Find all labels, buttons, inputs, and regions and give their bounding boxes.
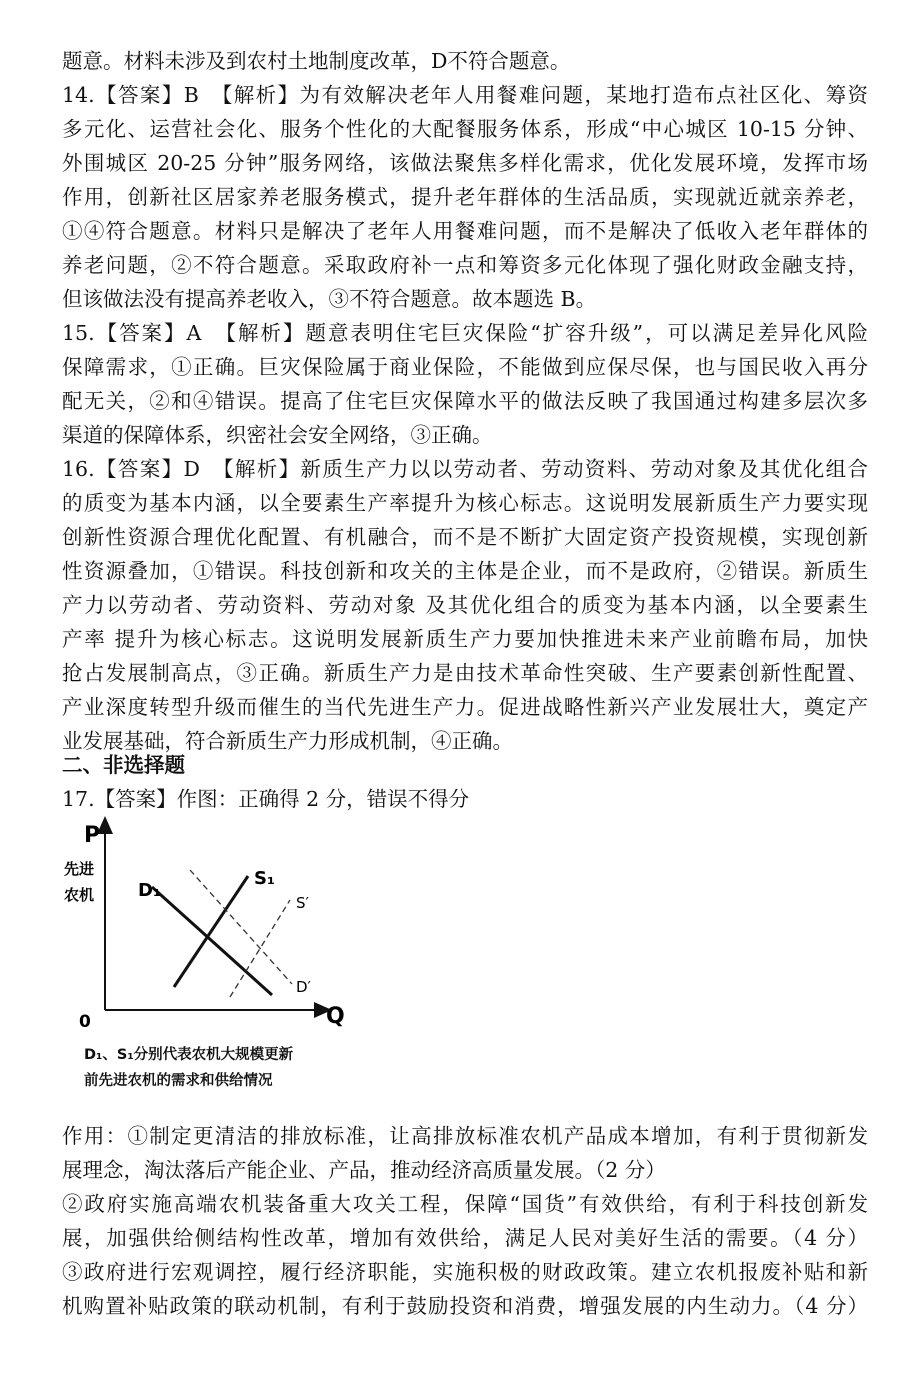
q14-answer-line: 14.【答案】B 【解析】为有效解决老年人用餐难问题，某地打造布点社区化、筹资: [62, 83, 868, 107]
text-line: 多元化、运营社会化、服务个性化的大配餐服务体系，形成“中心城区 10-15 分钟、: [62, 117, 868, 141]
answer-line: 展，加强供给侧结构性改革，增加有效供给，满足人民对美好生活的需要。（4 分）: [62, 1226, 868, 1250]
figure-caption-line2: 前先进农机的需求和供给情况: [84, 1073, 273, 1089]
text-line: 产率 提升为核心标志。这说明发展新质生产力要加快推进未来产业前瞻布局，加快: [62, 627, 868, 651]
q15-answer-line: 15.【答案】A 【解析】题意表明住宅巨灾保险“扩容升级”，可以满足差异化风险: [62, 321, 868, 345]
d1-label: D₁: [138, 880, 161, 901]
answer-line: ③政府进行宏观调控，履行经济职能，实施积极的财政政策。建立农机报废补贴和新: [62, 1260, 868, 1284]
d-prime-label: D′: [296, 978, 311, 996]
text-line: 性资源叠加，①错误。科技创新和攻关的主体是企业，而不是政府，②错误。新质生: [62, 559, 868, 583]
origin-label: 0: [79, 1012, 91, 1032]
q16-answer-line: 16.【答案】D 【解析】新质生产力以以劳动者、劳动资料、劳动对象及其优化组合: [62, 457, 868, 481]
text-line: 的质变为基本内涵，以全要素生产率提升为核心标志。这说明发展新质生产力要实现: [62, 491, 868, 515]
s1-label: S₁: [254, 868, 275, 889]
q17-header: 17.【答案】作图：正确得 2 分，错误不得分: [62, 787, 470, 811]
text-line: 外围城区 20-25 分钟”服务网络，该做法聚焦多样化需求，优化发展环境，发挥市场: [62, 151, 868, 175]
answer-line: 机购置补贴政策的联动机制，有利于鼓励投资和消费，增强发展的内生动力。（4 分）: [62, 1294, 868, 1318]
answer-line: 作用：①制定更清洁的排放标准，让高排放标准农机产品成本增加，有利于贯彻新发: [62, 1124, 868, 1148]
text-line: 产力以劳动者、劳动资料、劳动对象 及其优化组合的质变为基本内涵，以全要素生: [62, 593, 868, 617]
q-axis-label: Q: [326, 1004, 345, 1029]
text-line: 保障需求，①正确。巨灾保险属于商业保险，不能做到应保尽保，也与国民收入再分: [62, 355, 868, 379]
text-line: 抢占发展制高点，③正确。新质生产力是由技术革命性突破、生产要素创新性配置、: [62, 661, 868, 685]
answer-line: 展理念，淘汰落后产能企业、产品，推动经济高质量发展。（2 分）: [62, 1158, 666, 1182]
text-line: 创新性资源合理优化配置、有机融合，而不是不断扩大固定资产投资规模，实现创新: [62, 525, 868, 549]
text-line: 产业深度转型升级而催生的当代先进生产力。促进战略性新兴产业发展壮大，奠定产: [62, 695, 868, 719]
y-label-line2: 农机: [64, 886, 95, 904]
section-heading: 二、非选择题: [62, 753, 185, 777]
text-line: 作用，创新社区居家养老服务模式，提升老年群体的生活品质，实现就近就亲养老，: [62, 185, 868, 209]
text-line: 配无关，②和④错误。提高了住宅巨灾保障水平的做法反映了我国通过构建多层次多: [62, 389, 868, 413]
figure-caption-line1: D₁、S₁分别代表农机大规模更新: [84, 1047, 294, 1063]
text-line: 渠道的保障体系，织密社会安全网络，③正确。: [62, 423, 493, 447]
text-line: 业发展基础，符合新质生产力形成机制，④正确。: [62, 729, 513, 753]
supply-demand-graph: [62, 812, 362, 1042]
text-line: 养老问题，②不符合题意。采取政府补一点和筹资多元化体现了强化财政金融支持，: [62, 253, 868, 277]
text-line: 但该做法没有提高养老收入，③不符合题意。故本题选 B。: [62, 287, 597, 311]
s-prime-label: S′: [296, 894, 309, 912]
answer-line: ②政府实施高端农机装备重大攻关工程，保障“国货”有效供给，有利于科技创新发: [62, 1192, 868, 1216]
p-axis-label: P: [84, 823, 101, 848]
text-line: ①④符合题意。材料只是解决了老年人用餐难问题，而不是解决了低收入老年群体的: [62, 219, 868, 243]
y-label-line1: 先进: [64, 860, 95, 878]
text-line: 题意。材料未涉及到农村土地制度改革，D不符合题意。: [62, 49, 571, 73]
